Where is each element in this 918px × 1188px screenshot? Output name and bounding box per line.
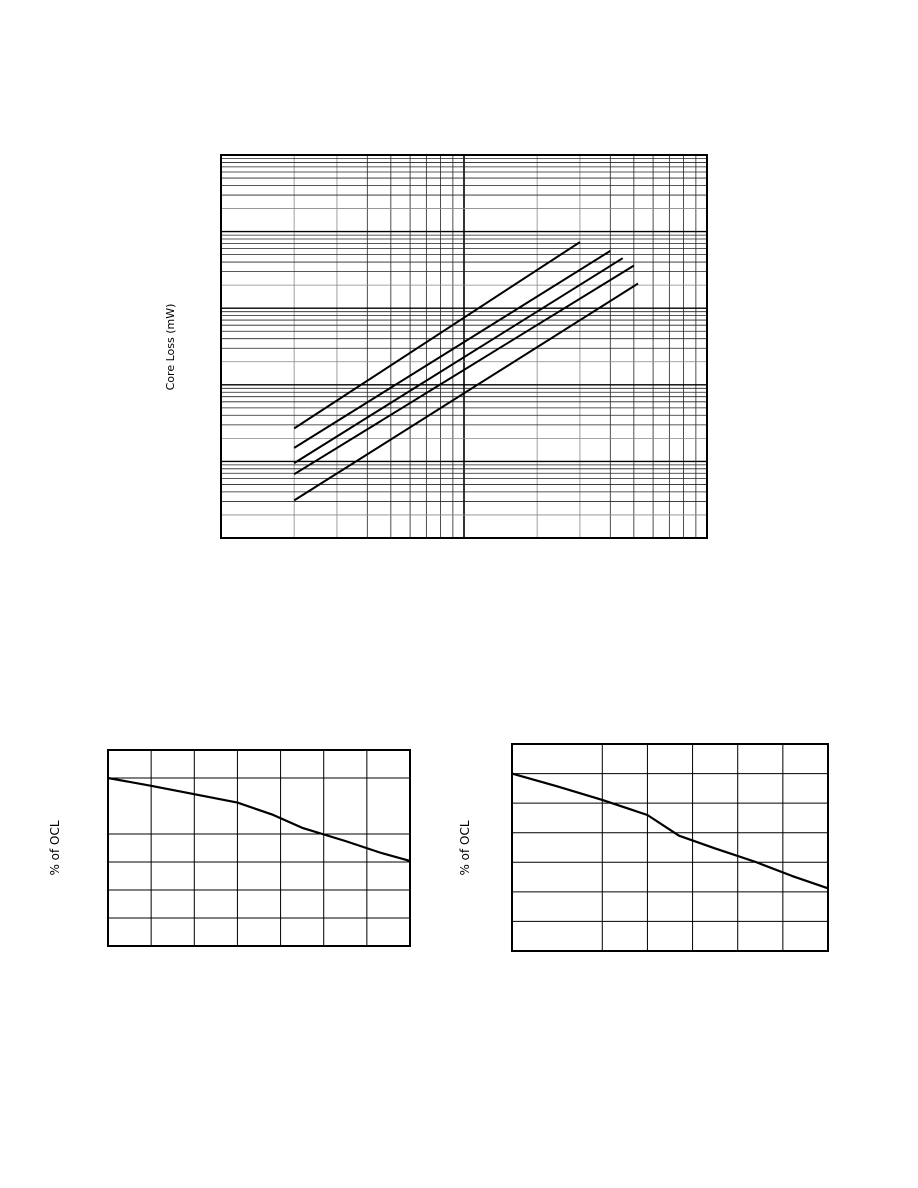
ocl-left-series-group [108,778,410,861]
core-loss-series-line-3 [294,258,623,463]
core-loss-y-axis-label: Core Loss (mW) [164,303,177,391]
core-loss-grid [221,155,707,538]
ocl-left-chart [48,750,410,946]
ocl-right-plot-frame [512,744,828,951]
ocl-left-series-line-1 [108,778,410,861]
ocl-right-series-line-1 [512,774,828,889]
ocl-left-y-axis-label: % of OCL [48,820,62,876]
ocl-right-series-group [512,774,828,889]
ocl-right-grid [512,744,828,951]
ocl-right-chart [458,744,828,951]
core-loss-series-line-2 [294,251,610,448]
ocl-right-y-axis-label: % of OCL [458,820,472,876]
core-loss-chart [164,155,707,538]
